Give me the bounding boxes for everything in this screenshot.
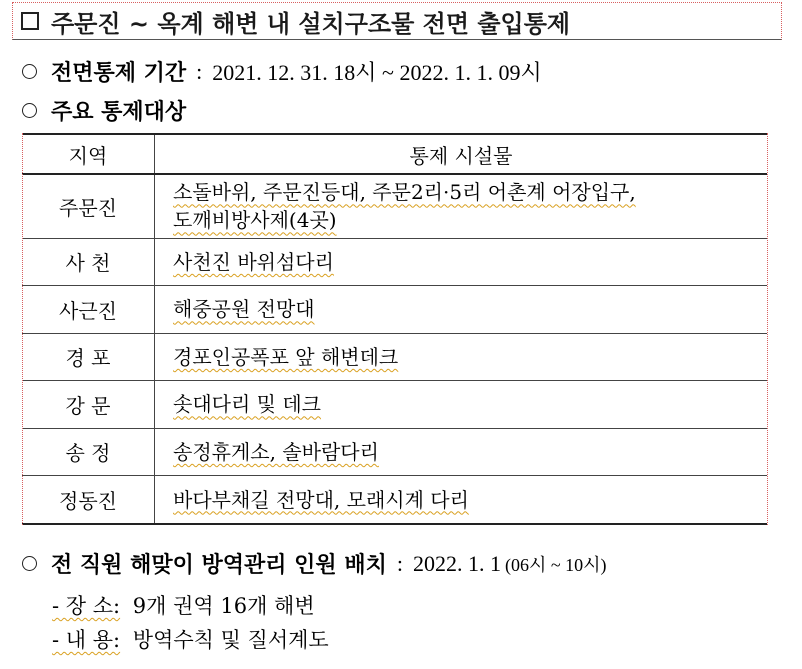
square-bullet-icon (21, 12, 39, 30)
header-facilities: 통제 시설물 (155, 134, 768, 174)
region-cell: 송 정 (22, 428, 155, 476)
circle-bullet-icon (22, 64, 37, 79)
facilities-line: 바다부채길 전망대, 모래시계 다리 (173, 487, 469, 512)
table-row (22, 333, 767, 381)
table-row (22, 381, 767, 429)
staff-label: 전 직원 해맞이 방역관리 인원 배치 (51, 553, 387, 578)
table-right-border (767, 133, 768, 525)
table-row (22, 428, 767, 476)
facilities-line: 해중공원 전망대 (173, 297, 315, 322)
period-line (22, 56, 542, 87)
table-left-border (22, 133, 23, 525)
staff-separator: : (396, 550, 403, 576)
facilities-line: 소돌바위, 주문진등대, 주문2리·5리 어촌계 어장입구, (173, 180, 636, 205)
facilities-line: 경포인공폭포 앞 해변데크 (173, 344, 399, 369)
circle-bullet-icon (22, 556, 37, 571)
control-table (22, 133, 767, 525)
facilities-cell (155, 286, 768, 334)
table-header-row (22, 134, 767, 174)
facilities-cell (155, 381, 768, 429)
region-cell: 사근진 (22, 286, 155, 334)
targets-label: 주요 통제대상 (51, 100, 187, 125)
page-title: 주문진 ~ 옥계 해변 내 설치구조물 전면 출입통제 (51, 9, 571, 38)
facilities-line: 솟대다리 및 데크 (173, 392, 321, 417)
table-row (22, 476, 767, 524)
content-label: - 내 용: (52, 628, 121, 652)
place-value: 9개 권역 16개 해변 (132, 594, 315, 618)
facilities-cell (155, 333, 768, 381)
table-row (22, 174, 767, 238)
staff-time: (06시 ~ 10시) (504, 554, 607, 575)
period-label: 전면통제 기간 (51, 61, 187, 86)
content-value: 방역수칙 및 질서계도 (132, 628, 329, 652)
table-row (22, 286, 767, 334)
place-label: - 장 소: (52, 594, 121, 618)
targets-line (22, 95, 186, 126)
facilities-cell (155, 476, 768, 524)
staff-line (22, 548, 606, 579)
circle-bullet-icon (22, 103, 37, 118)
content-line (52, 624, 329, 654)
header-region: 지역 (22, 134, 155, 174)
period-separator: : (196, 58, 203, 84)
period-value: 2021. 12. 31. 18시 ~ 2022. 1. 1. 09시 (212, 60, 542, 85)
facilities-line: 도깨비방사제(4곳) (173, 208, 337, 233)
facilities-line: 송정휴게소, 솔바람다리 (173, 439, 379, 464)
facilities-cell (155, 174, 768, 238)
region-cell: 정동진 (22, 476, 155, 524)
staff-date: 2022. 1. 1 (412, 550, 501, 576)
place-line (52, 590, 315, 620)
region-cell: 경 포 (22, 333, 155, 381)
region-cell: 사 천 (22, 238, 155, 286)
title-box (12, 2, 782, 40)
region-cell: 강 문 (22, 381, 155, 429)
facilities-line: 사천진 바위섬다리 (173, 249, 334, 274)
facilities-cell (155, 428, 768, 476)
table-row (22, 238, 767, 286)
region-cell: 주문진 (22, 174, 155, 238)
facilities-cell (155, 238, 768, 286)
